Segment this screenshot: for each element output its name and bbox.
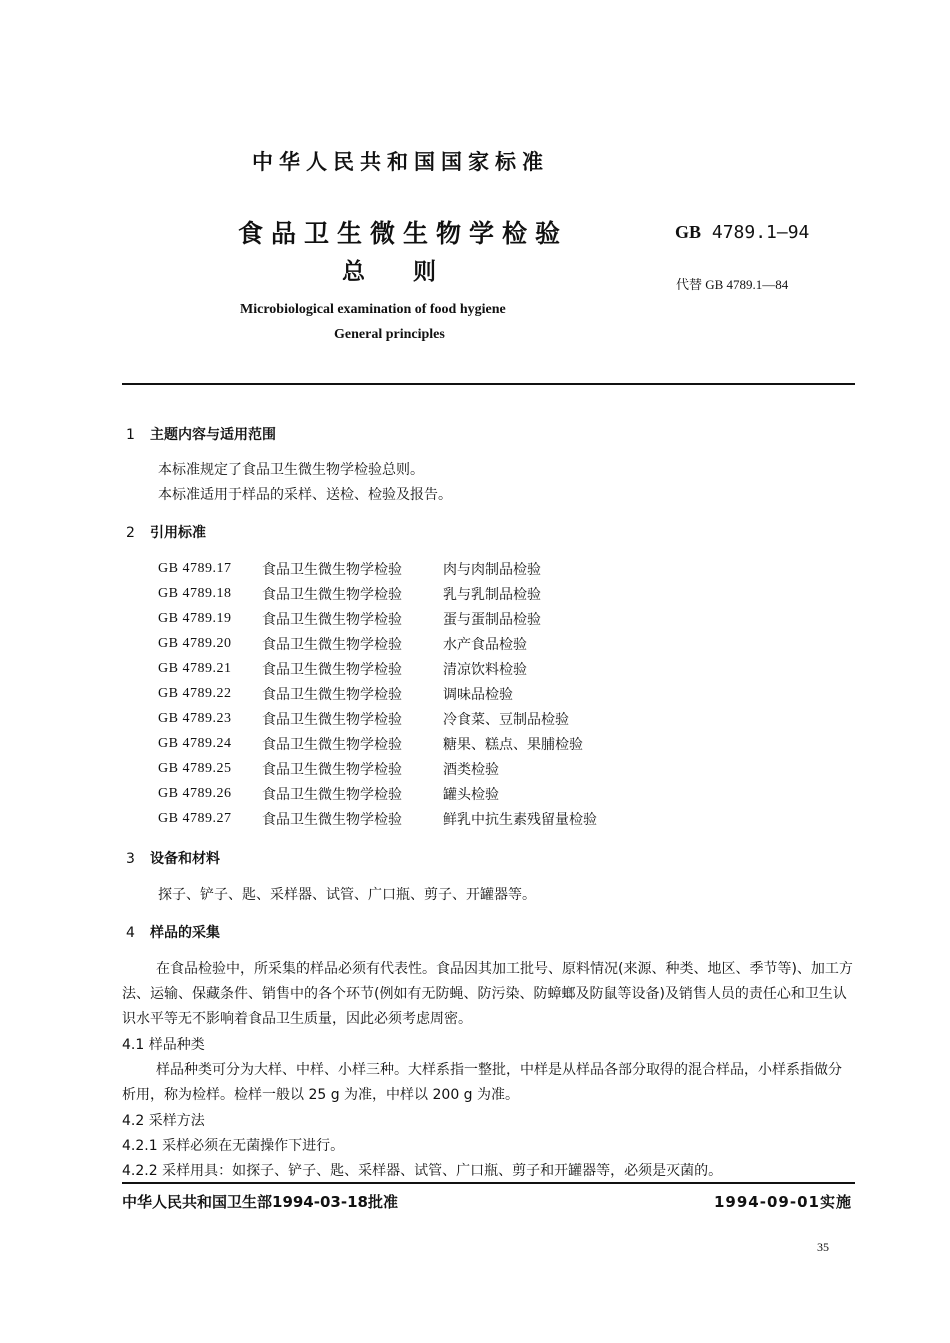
ref-code: GB 4789.24 [158,735,232,751]
ref-code: GB 4789.22 [158,685,232,701]
ref-code: GB 4789.19 [158,610,232,626]
section-1-heading [126,424,276,444]
ref-name: 糖果、糕点、果脯检验 [443,736,583,753]
implementation-date: 1994-09-01实施 [714,1193,852,1211]
ref-series: 食品卫生微生物学检验 [262,686,402,703]
section-number: 2 [126,525,135,541]
standard-number [675,222,809,243]
section-title: 主题内容与适用范围 [150,427,276,443]
ref-name: 酒类检验 [443,761,499,778]
document-subtitle: 总则 [342,259,484,285]
ref-name: 鲜乳中抗生素残留量检验 [443,811,597,828]
ref-name: 冷食菜、豆制品检验 [443,711,569,728]
referenced-standards-table [158,556,597,831]
ref-code: GB 4789.21 [158,660,232,676]
section-1-paragraph-1: 本标准规定了食品卫生微生物学检验总则。 [158,462,424,478]
section-4-2-2-text: 4.2.2 采样用具：如探子、铲子、匙、采样器、试管、广口瓶、剪子和开罐器等，必须是灭菌的。 [122,1163,723,1179]
ref-series: 食品卫生微生物学检验 [262,761,402,778]
table-row [158,706,597,731]
english-subtitle: General principles [334,327,445,342]
ref-name: 清凉饮料检验 [443,661,527,678]
ref-series: 食品卫生微生物学检验 [262,811,402,828]
english-title: Microbiological examination of food hygiene [240,302,506,317]
table-row [158,806,597,831]
table-row [158,656,597,681]
section-4-paragraph: 在食品检验中，所采集的样品必须有代表性。食品因其加工批号、原料情况(来源、种类、地区、季节等)、加工方法、运输、保藏条件、销售中的各个环节(例如有无防蝇、防污染、防蟑螂及防鼠等设备)及销售人员的责任心和卫生认识水平等无不影响着食品卫生质量，因此必须考虑周密。 [122,961,853,1027]
national-standard-heading: 中华人民共和国国家标准 [252,150,549,174]
ref-code: GB 4789.26 [158,785,232,801]
section-title: 设备和材料 [150,851,220,867]
ref-series: 食品卫生微生物学检验 [262,611,402,628]
ref-series: 食品卫生微生物学检验 [262,636,402,653]
table-row [158,756,597,781]
approval-note: 中华人民共和国卫生部1994-03-18批准 [122,1193,398,1211]
section-1-paragraph-2: 本标准适用于样品的采样、送检、检验及报告。 [158,487,452,503]
ref-name: 乳与乳制品检验 [443,586,541,603]
ref-code: GB 4789.17 [158,560,232,576]
ref-series: 食品卫生微生物学检验 [262,711,402,728]
ref-series: 食品卫生微生物学检验 [262,586,402,603]
replaces-note: 代替 GB 4789.1—84 [676,277,789,292]
ref-series: 食品卫生微生物学检验 [262,736,402,753]
ref-code: GB 4789.20 [158,635,232,651]
section-number: 4 [126,925,135,941]
ref-name: 罐头检验 [443,786,499,803]
ref-series: 食品卫生微生物学检验 [262,561,402,578]
table-row [158,631,597,656]
standard-prefix: GB [675,222,702,242]
section-title: 引用标准 [150,525,206,541]
section-3-paragraph: 探子、铲子、匙、采样器、试管、广口瓶、剪子、开罐器等。 [158,887,536,903]
ref-series: 食品卫生微生物学检验 [262,661,402,678]
section-number: 3 [126,851,135,867]
page-number: 35 [817,1240,829,1254]
ref-name: 蛋与蛋制品检验 [443,611,541,628]
standard-code: 4789.1—94 [711,222,810,243]
ref-name: 肉与肉制品检验 [443,561,541,578]
section-4-1-heading: 4.1 样品种类 [122,1037,205,1053]
section-4-heading [126,922,220,942]
section-4-1-paragraph: 样品种类可分为大样、中样、小样三种。大样系指一整批，中样是从样品各部分取得的混合样品，小样系指做分析用，称为检样。检样一般以 25 g 为准，中样以 200 g 为准。 [122,1062,842,1103]
table-row [158,781,597,806]
ref-name: 水产食品检验 [443,636,527,653]
table-row [158,606,597,631]
footer-divider [122,1182,855,1184]
section-number: 1 [126,427,135,443]
section-4-2-heading: 4.2 采样方法 [122,1113,205,1129]
table-row [158,731,597,756]
table-row [158,556,597,581]
ref-code: GB 4789.18 [158,585,232,601]
ref-series: 食品卫生微生物学检验 [262,786,402,803]
table-row [158,681,597,706]
section-2-heading [126,522,206,542]
document-title: 食品卫生微生物学检验 [238,219,569,248]
section-title: 样品的采集 [150,925,220,941]
section-4-2-1-text: 4.2.1 采样必须在无菌操作下进行。 [122,1138,345,1154]
ref-code: GB 4789.27 [158,810,232,826]
ref-code: GB 4789.23 [158,710,232,726]
ref-code: GB 4789.25 [158,760,232,776]
header-divider [122,383,855,385]
table-row [158,581,597,606]
section-3-heading [126,848,220,868]
ref-name: 调味品检验 [443,686,513,703]
